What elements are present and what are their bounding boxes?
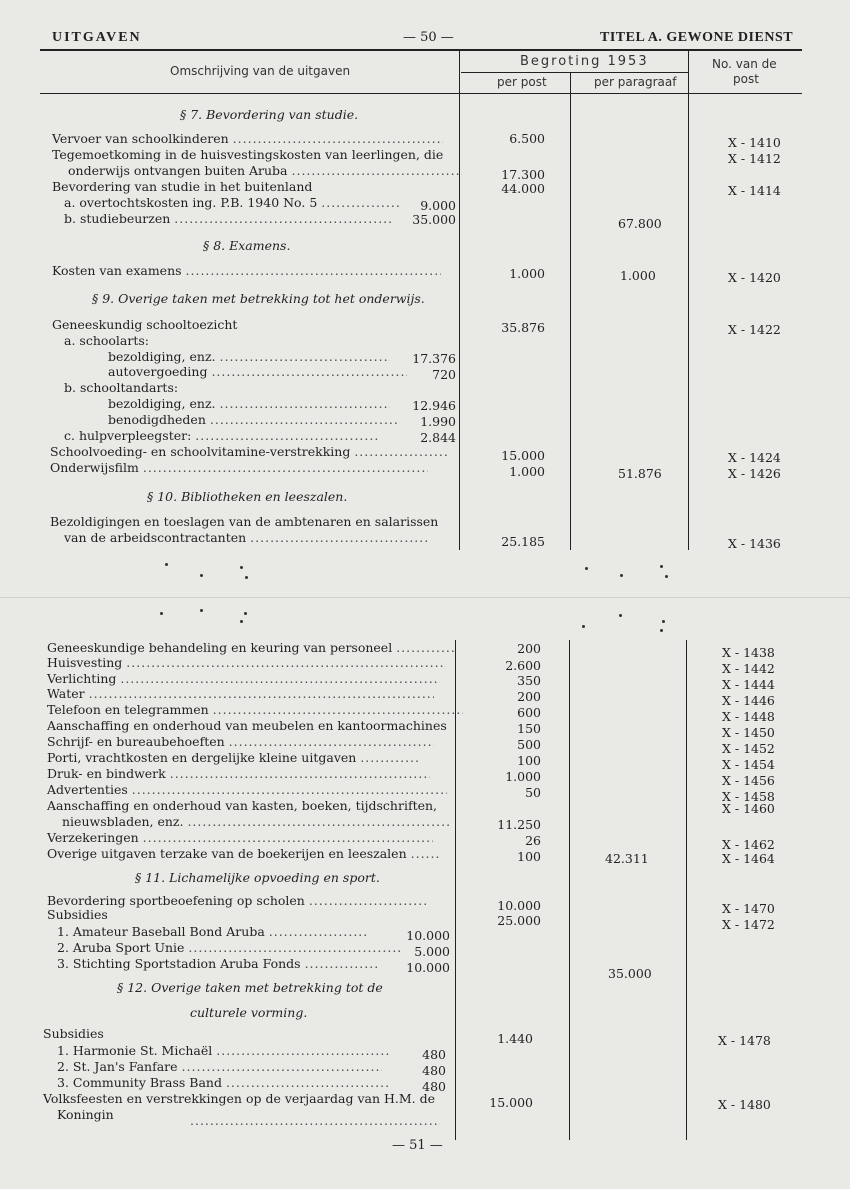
per-post-value: 17.300 xyxy=(501,167,545,182)
post-number: X - 1478 xyxy=(718,1033,771,1048)
list-item: Tegemoetkoming in de huisvestingskosten van leerlingen, die xyxy=(52,147,444,162)
section-12-heading-cont: culturele vorming. xyxy=(190,1005,308,1020)
list-item: Bezoldigingen en toeslagen van de ambtenaren en salarissen xyxy=(50,514,439,529)
sub-amount: 480 xyxy=(422,1063,446,1078)
sub-amount: 480 xyxy=(422,1079,446,1094)
post-number: X - 1444 xyxy=(722,677,775,692)
budget-split-rule xyxy=(461,72,688,73)
post-number: X - 1438 xyxy=(722,645,775,660)
sub-amount: 5.000 xyxy=(414,944,450,959)
section-7-heading: § 7. Bevordering van studie. xyxy=(180,107,359,122)
per-post-value: 100 xyxy=(517,753,541,768)
list-item: Overige uitgaven terzake van de boekerijen en leeszalen ..... xyxy=(47,846,441,861)
sub-amount: 1.990 xyxy=(420,414,456,429)
per-post-value: 1.000 xyxy=(505,769,541,784)
post-number: X - 1450 xyxy=(722,725,775,740)
punch-mark xyxy=(660,565,663,568)
section-11-heading: § 11. Lichamelijke opvoeding en sport. xyxy=(135,870,380,885)
list-item: bezoldiging, enz. ..... xyxy=(108,349,390,364)
list-item: Verzekeringen ..... xyxy=(47,830,433,845)
list-item: c. hulpverpleegster: ..... xyxy=(64,428,380,443)
post-number: X - 1458 xyxy=(722,789,775,804)
col-rule-para xyxy=(688,51,689,550)
list-item: Koningin xyxy=(57,1107,114,1122)
list-item: Water ..... xyxy=(47,686,434,701)
list-item: a. schoolarts: xyxy=(64,333,149,348)
punch-mark xyxy=(620,574,623,577)
post-number: X - 1424 xyxy=(728,450,781,465)
per-post-value: 150 xyxy=(517,721,541,736)
page-fold xyxy=(0,597,850,598)
per-paragraaf-value: 1.000 xyxy=(620,268,656,283)
col-post-no-header-2: post xyxy=(733,72,759,86)
post-number: X - 1410 xyxy=(728,135,781,150)
per-post-value: 25.185 xyxy=(501,534,545,549)
post-number: X - 1452 xyxy=(722,741,775,756)
post-number: X - 1472 xyxy=(722,917,775,932)
col-budget-header: Begroting 1953 xyxy=(520,54,649,69)
list-item: b. schooltandarts: xyxy=(64,380,179,395)
per-post-value: 600 xyxy=(517,705,541,720)
punch-mark xyxy=(619,614,622,617)
col-rule-desc xyxy=(459,51,460,550)
sub-amount: 10.000 xyxy=(406,928,450,943)
list-item: Kosten van examens ..... xyxy=(52,263,441,278)
punch-mark xyxy=(662,620,665,623)
post-number: X - 1480 xyxy=(718,1097,771,1112)
list-item: Bevordering van studie in het buitenland xyxy=(52,179,313,194)
per-post-value: 26 xyxy=(525,833,541,848)
post-number: X - 1460 xyxy=(722,801,775,816)
list-item: Huisvesting ..... xyxy=(47,655,446,670)
col-rule-post xyxy=(569,640,570,1140)
per-post-value: 1.440 xyxy=(497,1031,533,1046)
per-post-value: 100 xyxy=(517,849,541,864)
punch-mark xyxy=(660,629,663,632)
list-item: Geneeskundig schooltoezicht xyxy=(52,317,238,332)
per-post-value: 2.600 xyxy=(505,658,541,673)
sub-amount: 35.000 xyxy=(412,212,456,227)
per-post-value: 25.000 xyxy=(497,913,541,928)
post-number: X - 1436 xyxy=(728,536,781,551)
per-post-value: 11.250 xyxy=(497,817,541,832)
per-post-value: 50 xyxy=(525,785,541,800)
list-item: Advertenties ..... xyxy=(47,782,447,797)
list-item: van de arbeidscontractanten ..... xyxy=(64,530,428,545)
list-item: bezoldiging, enz. ..... xyxy=(108,396,390,411)
per-paragraaf-value: 67.800 xyxy=(618,216,662,231)
post-number: X - 1454 xyxy=(722,757,775,772)
sub-amount: 17.376 xyxy=(412,351,456,366)
list-item: Aanschaffing en onderhoud van kasten, boeken, tijdschriften, xyxy=(47,798,438,813)
section-10-heading: § 10. Bibliotheken en leeszalen. xyxy=(147,489,348,504)
col-description-header: Omschrijving van de uitgaven xyxy=(170,64,351,78)
punch-mark xyxy=(240,620,243,623)
punch-mark xyxy=(244,612,247,615)
running-header-left: UITGAVEN xyxy=(52,30,142,45)
per-post-value: 10.000 xyxy=(497,898,541,913)
per-paragraaf-value: 35.000 xyxy=(608,966,652,981)
punch-mark xyxy=(240,566,243,569)
col-per-paragraaf-header: per paragraaf xyxy=(594,75,677,89)
section-12-heading: § 12. Overige taken met betrekking tot de xyxy=(117,980,383,995)
section-9-heading: § 9. Overige taken met betrekking tot het onderwijs. xyxy=(92,291,425,306)
list-item: Schrijf- en bureaubehoeften ..... xyxy=(47,734,434,749)
col-per-post-header: per post xyxy=(497,75,547,89)
per-post-value: 15.000 xyxy=(489,1095,533,1110)
punch-mark xyxy=(582,625,585,628)
col-rule-para xyxy=(686,640,687,1140)
list-item: 2. Aruba Sport Unie ..... xyxy=(57,940,403,955)
list-item: Subsidies xyxy=(43,1026,104,1041)
per-paragraaf-value: 51.876 xyxy=(618,466,662,481)
per-post-value: 15.000 xyxy=(501,448,545,463)
sub-amount: 12.946 xyxy=(412,398,456,413)
list-item: 1. Harmonie St. Michaël ..... xyxy=(57,1043,391,1058)
list-item: b. studiebeurzen ..... xyxy=(64,211,392,226)
punch-mark xyxy=(160,612,163,615)
list-item: Bevordering sportbeoefening op scholen ..... xyxy=(47,893,429,908)
list-item: 2. St. Jan's Fanfare ..... xyxy=(57,1059,382,1074)
list-item: Geneeskundige behandeling en keuring van personeel ..... xyxy=(47,640,456,655)
punch-mark xyxy=(245,576,248,579)
sub-amount: 480 xyxy=(422,1047,446,1062)
running-header-right: TITEL A. GEWONE DIENST xyxy=(600,30,794,45)
punch-mark xyxy=(165,563,168,566)
list-item: Subsidies xyxy=(47,907,108,922)
post-number: X - 1446 xyxy=(722,693,775,708)
post-number: X - 1412 xyxy=(728,151,781,166)
list-item: benodigdheden ..... xyxy=(108,412,400,427)
list-item: 3. Community Brass Band ..... xyxy=(57,1075,391,1090)
per-post-value: 44.000 xyxy=(501,181,545,196)
list-item: 1. Amateur Baseball Bond Aruba ..... xyxy=(57,924,369,939)
punch-mark xyxy=(585,567,588,570)
list-item: Porti, vrachtkosten en dergelijke kleine uitgaven ..... xyxy=(47,750,420,765)
sub-amount: 2.844 xyxy=(420,430,456,445)
col-post-no-header: No. van de xyxy=(712,57,777,71)
list-item: a. overtochtskosten ing. P.B. 1940 No. 5 ..... xyxy=(64,195,401,210)
post-number: X - 1470 xyxy=(722,901,775,916)
per-post-value: 6.500 xyxy=(509,131,545,146)
punch-mark xyxy=(665,575,668,578)
list-item: Verlichting ..... xyxy=(47,671,440,686)
list-item: Vervoer van schoolkinderen ..... xyxy=(52,131,443,146)
leader-dots xyxy=(190,1113,440,1128)
per-post-value: 1.000 xyxy=(509,464,545,479)
per-post-value: 350 xyxy=(517,673,541,688)
punch-mark xyxy=(200,574,203,577)
post-number: X - 1448 xyxy=(722,709,775,724)
section-8-heading: § 8. Examens. xyxy=(203,238,291,253)
col-rule-post xyxy=(570,72,571,550)
per-post-value: 1.000 xyxy=(509,266,545,281)
page-number-top: — 50 — xyxy=(403,30,454,45)
per-paragraaf-value: 42.311 xyxy=(605,851,649,866)
sub-amount: 9.000 xyxy=(420,198,456,213)
sub-amount: 720 xyxy=(432,367,456,382)
post-number: X - 1420 xyxy=(728,270,781,285)
per-post-value: 500 xyxy=(517,737,541,752)
list-item: Volksfeesten en verstrekkingen op de verjaardag van H.M. de xyxy=(43,1091,436,1106)
post-number: X - 1456 xyxy=(722,773,775,788)
list-item: Druk- en bindwerk ..... xyxy=(47,766,430,781)
post-number: X - 1442 xyxy=(722,661,775,676)
list-item: autovergoeding ..... xyxy=(108,364,407,379)
post-number: X - 1462 xyxy=(722,837,775,852)
list-item: 3. Stichting Sportstadion Aruba Fonds ..... xyxy=(57,956,377,971)
punch-mark xyxy=(200,609,203,612)
per-post-value: 200 xyxy=(517,689,541,704)
list-item: Aanschaffing en onderhoud van meubelen en kantoormachines xyxy=(47,718,447,733)
post-number: X - 1426 xyxy=(728,466,781,481)
list-item: onderwijs ontvangen buiten Aruba ..... xyxy=(68,163,462,178)
page-number-bottom: — 51 — xyxy=(392,1138,443,1153)
per-post-value: 200 xyxy=(517,641,541,656)
per-post-value: 35.876 xyxy=(501,320,545,335)
list-item: Onderwijsfilm ..... xyxy=(50,460,428,475)
post-number: X - 1414 xyxy=(728,183,781,198)
list-item: Telefoon en telegrammen ..... xyxy=(47,702,463,717)
post-number: X - 1464 xyxy=(722,851,775,866)
sub-amount: 10.000 xyxy=(406,960,450,975)
list-item: nieuwsbladen, enz. ..... xyxy=(62,814,449,829)
post-number: X - 1422 xyxy=(728,322,781,337)
list-item: Schoolvoeding- en schoolvitamine-verstrekking ..... xyxy=(50,444,449,459)
